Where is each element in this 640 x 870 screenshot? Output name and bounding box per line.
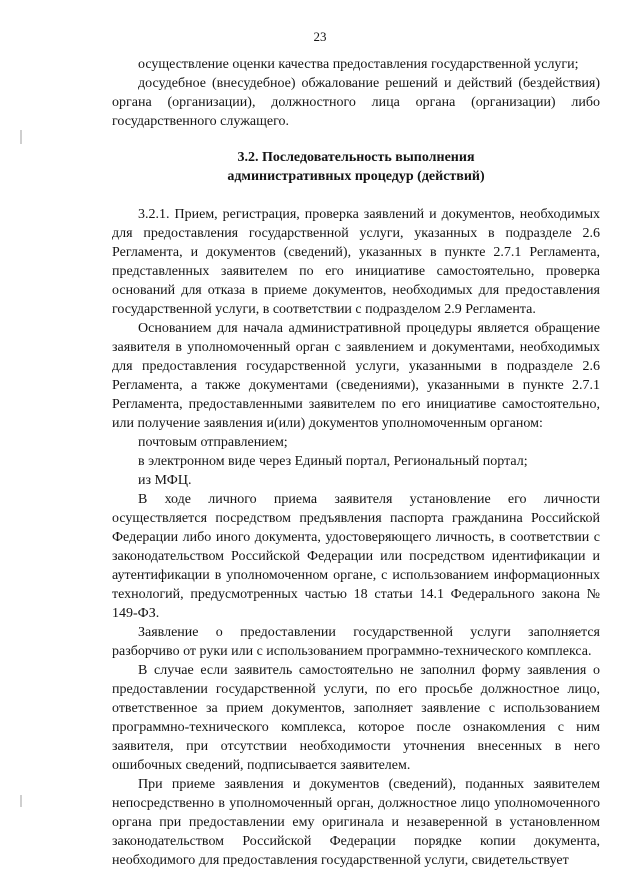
list-item-post: почтовым отправлением; xyxy=(138,435,288,450)
scan-margin-mark xyxy=(20,130,22,144)
paragraph-basis: Основанием для начала административной процедуры является обращение заявителя в уполномоченный орган с заявлением и документами, необходимых для предоставления государственной услуги, указанными в подразделе 2.6 Регламента, а также документами (сведениями), указанными в пункте 2.7.1 Регламента, предоставленными заявителем по его инициативе самостоятельно, или получение заявления и(или) документов уполномоченным органом: xyxy=(112,321,600,431)
scan-margin-mark xyxy=(20,795,22,807)
section-heading xyxy=(112,148,600,186)
paragraph-identity: В ходе личного приема заявителя установление его личности осуществляется посредством предъявления паспорта гражданина Российской Федерации либо иного документа, удостоверяющего личность, в соответствии с законодательством Российской Федерации или посредством идентификации и аутентификации в уполномоченном органе, с использованием информационных технологий, предусмотренных частью 18 статьи 14.1 Федерального закона № 149-ФЗ. xyxy=(112,492,600,621)
page-number: 23 xyxy=(313,29,327,44)
paragraph-form-assistance: В случае если заявитель самостоятельно не заполнил форму заявления о предоставлении государственной услуги, по его просьбе должностное лицо, ответственное за прием документов, заполняет заявление с использованием программно-технического комплекса, которое после ознакомления с ним заявителя, при отсутствии необходимости уточнения внесенных в него ошибочных сведений, подписывается заявителем. xyxy=(112,663,600,773)
section-heading-line-2: административных процедур (действий) xyxy=(227,169,485,184)
paragraph-form-filling: Заявление о предоставлении государственной услуги заполняется разборчиво от руки или с использованием программно-технического комплекса. xyxy=(112,625,600,659)
list-item-electronic: в электронном виде через Единый портал, Региональный портал; xyxy=(138,454,528,469)
paragraph-appeal: досудебное (внесудебное) обжалование решений и действий (бездействия) органа (организации), должностного лица органа (организации) либо государственного служащего. xyxy=(112,76,600,129)
document-body xyxy=(112,55,600,870)
section-heading-line-1: 3.2. Последовательность выполнения xyxy=(237,150,475,165)
paragraph-quality-assessment: осуществление оценки качества предоставления государственной услуги; xyxy=(138,57,579,72)
paragraph-3-2-1: 3.2.1. Прием, регистрация, проверка заявлений и документов, необходимых для предоставления государственной услуги, указанных в подразделе 2.6 Регламента, и документов (сведений), указанных в пункте 2.7.1 Регламента, представленных заявителем по его инициативе самостоятельно, проверка оснований для отказа в приеме документов, необходимых для предоставления государственной услуги, в соответствии с подразделом 2.9 Регламента. xyxy=(112,207,600,317)
list-item-mfc: из МФЦ. xyxy=(138,473,192,488)
paragraph-document-acceptance: При приеме заявления и документов (сведений), поданных заявителем непосредственно в уполномоченный орган, должностное лицо уполномоченного органа при предоставлении ему оригинала и незаверенной в установленном законодательством Российской Федерации порядке копии документа, необходимого для предоставления государственной услуги, свидетельствует xyxy=(112,777,600,868)
